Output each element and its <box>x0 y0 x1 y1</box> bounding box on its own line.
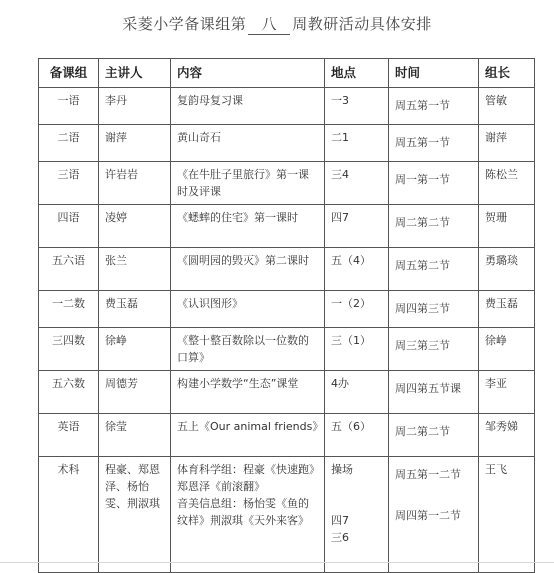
table-row <box>39 88 535 125</box>
cell-content: 五上《Our animal friends》 <box>171 414 325 457</box>
cell-time: 周一第一节 <box>389 162 479 205</box>
cell-content: 复韵母复习课 <box>171 88 325 125</box>
header-time: 时间 <box>389 59 479 88</box>
cell-place: 五（4） <box>325 248 389 291</box>
cell-content: 《圆明园的毁灭》第二课时 <box>171 248 325 291</box>
cell-leader: 谢萍 <box>479 125 535 162</box>
cell-group: 五六数 <box>39 371 99 414</box>
time-arts: 周四第一二节 <box>395 509 461 523</box>
cell-place: 五（6） <box>325 414 389 457</box>
schedule-table <box>38 58 535 573</box>
cell-speaker: 许岩岩 <box>99 162 171 205</box>
title-suffix: 周教研活动具体安排 <box>292 15 432 33</box>
cell-group: 一二数 <box>39 291 99 328</box>
cell-place: 三4 <box>325 162 389 205</box>
cell-group: 五六语 <box>39 248 99 291</box>
cell-leader: 勇璐琰 <box>479 248 535 291</box>
cell-content: 《整十整百数除以一位数的口算》 <box>171 328 325 371</box>
cell-leader: 陈松兰 <box>479 162 535 205</box>
content-arts: 音美信息组：杨怡雯《鱼的纹样》荆淑琪《天外来客》 <box>177 497 309 528</box>
table-row <box>39 205 535 248</box>
table-row <box>39 291 535 328</box>
table-row <box>39 371 535 414</box>
header-speaker: 主讲人 <box>99 59 171 88</box>
cell-content: 黄山奇石 <box>171 125 325 162</box>
cell-speaker: 周德芳 <box>99 371 171 414</box>
cell-speaker: 徐莹 <box>99 414 171 457</box>
header-group: 备课组 <box>39 59 99 88</box>
cell-time: 周二第二节 <box>389 205 479 248</box>
cell-content: 《蟋蟀的住宅》第一课时 <box>171 205 325 248</box>
cell-time: 周五第一节 <box>389 125 479 162</box>
table-header-row <box>39 59 535 88</box>
table-row <box>39 162 535 205</box>
time-pe: 周五第一二节 <box>395 468 461 481</box>
cell-place: 二1 <box>325 125 389 162</box>
content-pe: 体育科学组：程豪《快速跑》郑恩泽《前滚翻》 <box>177 463 315 494</box>
cell-leader: 邹秀娣 <box>479 414 535 457</box>
header-place: 地点 <box>325 59 389 88</box>
cell-group: 三四数 <box>39 328 99 371</box>
page-title <box>0 13 554 35</box>
cell-content: 《认识图形》 <box>171 291 325 328</box>
place-pe: 操场 <box>331 463 353 476</box>
cell-group: 一语 <box>39 88 99 125</box>
cell-speaker: 谢萍 <box>99 125 171 162</box>
table-row <box>39 125 535 162</box>
title-prefix: 采菱小学备课组第 <box>122 15 247 33</box>
cell-place: 4办 <box>325 371 389 414</box>
cell-group: 二语 <box>39 125 99 162</box>
cell-speaker: 程豪、郑恩泽、杨怡雯、荆淑琪 <box>99 457 171 573</box>
cell-leader: 徐峥 <box>479 328 535 371</box>
cell-place: 一（2） <box>325 291 389 328</box>
cell-speaker: 费玉磊 <box>99 291 171 328</box>
cell-leader: 王飞 <box>479 457 535 573</box>
table-row-shuke <box>39 457 535 573</box>
cell-content <box>171 457 325 573</box>
cell-time: 周五第二节 <box>389 248 479 291</box>
cell-time: 周二第二节 <box>389 414 479 457</box>
table-row <box>39 414 535 457</box>
cell-place <box>325 457 389 573</box>
cell-time: 周五第一节 <box>389 88 479 125</box>
cell-place: 四7 <box>325 205 389 248</box>
week-number: 八 <box>248 13 290 35</box>
cell-time: 周四第三节 <box>389 291 479 328</box>
table-row <box>39 328 535 371</box>
cell-place: 三（1） <box>325 328 389 371</box>
cell-leader: 管敏 <box>479 88 535 125</box>
cell-content: 《在牛肚子里旅行》第一课时及评课 <box>171 162 325 205</box>
cell-place: 一3 <box>325 88 389 125</box>
place-arts-1: 四7 <box>331 514 349 528</box>
place-arts-2: 三6 <box>331 531 349 545</box>
cell-speaker: 李丹 <box>99 88 171 125</box>
cell-leader: 李亚 <box>479 371 535 414</box>
cell-group: 四语 <box>39 205 99 248</box>
cell-time: 周四第五节课 <box>389 371 479 414</box>
cell-group: 三语 <box>39 162 99 205</box>
table-row <box>39 248 535 291</box>
header-content: 内容 <box>171 59 325 88</box>
cell-speaker: 张兰 <box>99 248 171 291</box>
cell-group: 术科 <box>39 457 99 573</box>
cell-speaker: 凌婷 <box>99 205 171 248</box>
cell-time <box>389 457 479 573</box>
cell-content: 构建小学数学“生态”课堂 <box>171 371 325 414</box>
cell-time: 周三第三节 <box>389 328 479 371</box>
cell-leader: 贺珊 <box>479 205 535 248</box>
cell-group: 英语 <box>39 414 99 457</box>
cell-speaker: 徐峥 <box>99 328 171 371</box>
page-bottom-divider <box>0 562 554 563</box>
header-leader: 组长 <box>479 59 535 88</box>
cell-leader: 费玉磊 <box>479 291 535 328</box>
